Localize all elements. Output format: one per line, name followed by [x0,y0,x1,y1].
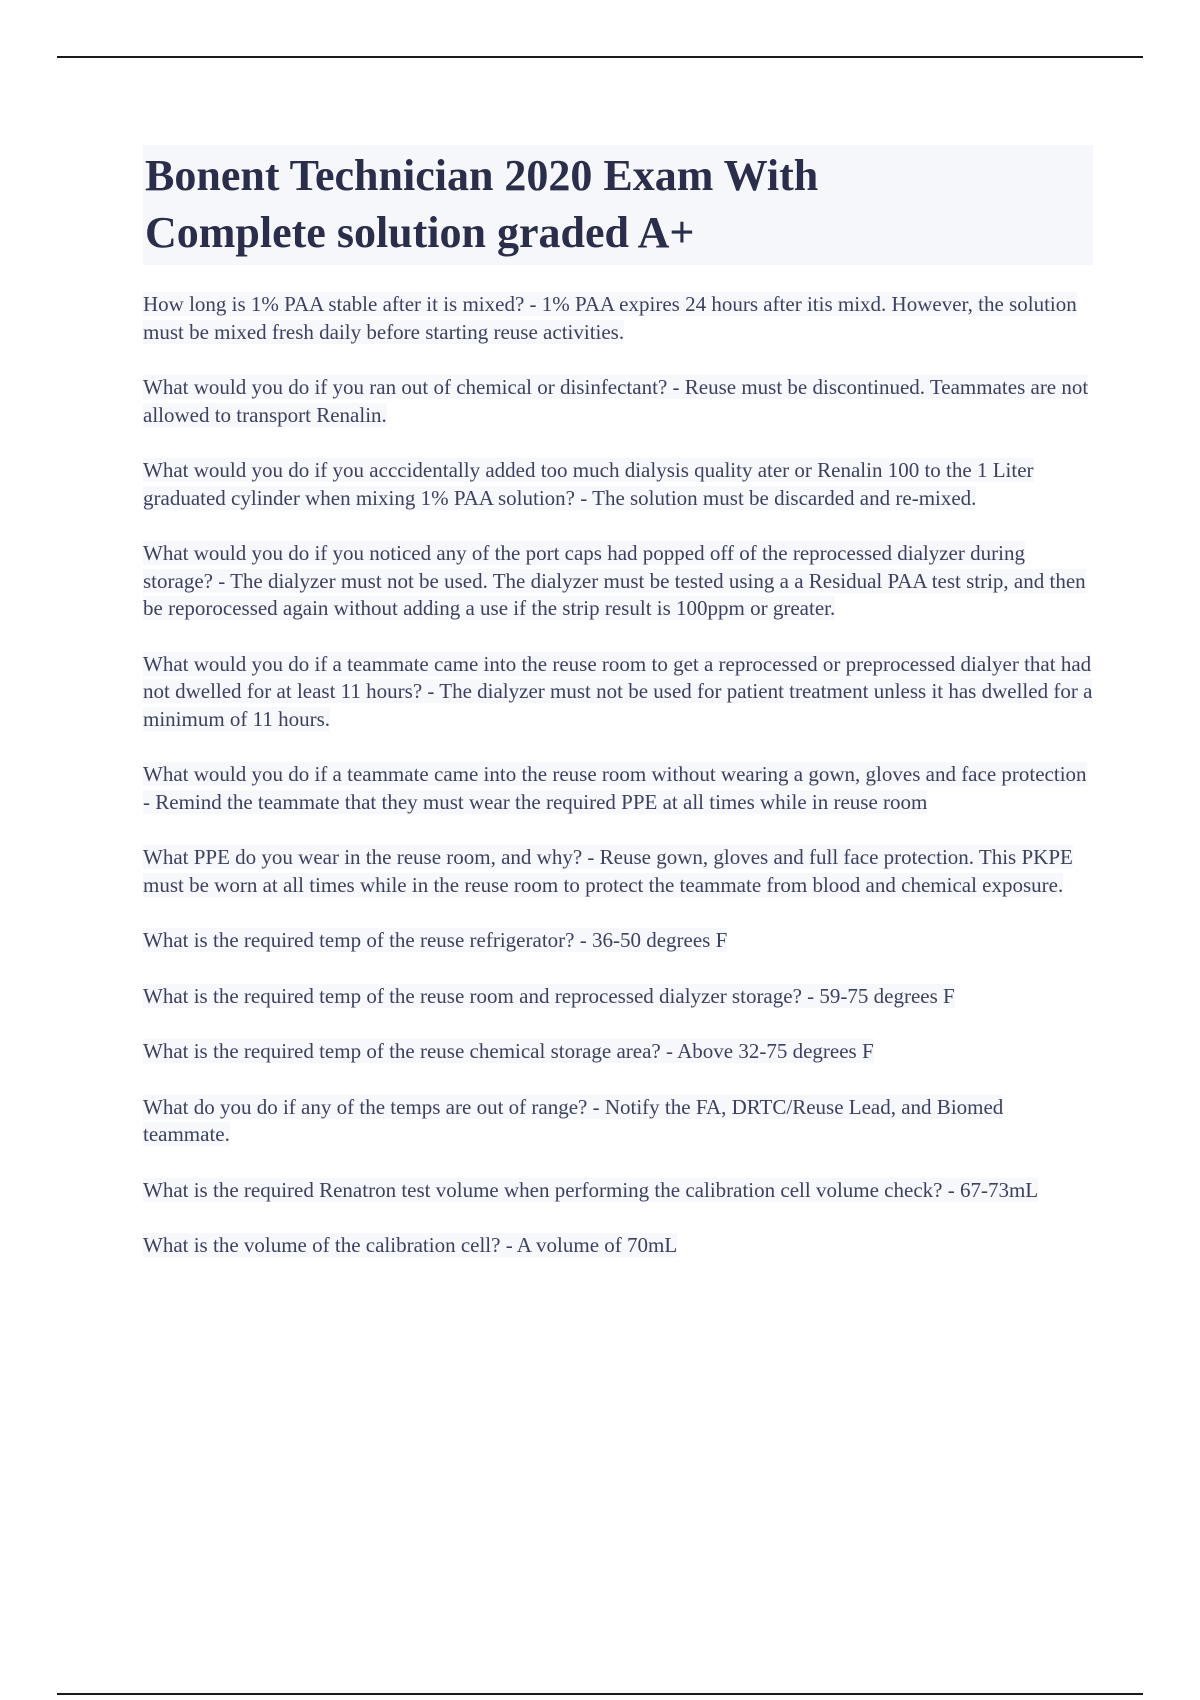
qa-text: What is the required temp of the reuse room and reprocessed dialyzer storage? - 59-75 degrees F [143,983,955,1008]
qa-text: What is the required temp of the reuse refrigerator? - 36-50 degrees F [143,928,728,952]
qa-item [143,844,1093,899]
qa-item [143,291,1093,346]
qa-item [143,1177,1093,1205]
qa-text: What PPE do you wear in the reuse room, and why? - Reuse gown, gloves and full face protection. This PKPE must be worn at all times while in the reuse room to protect the teammate from blood and chemical exposure. [143,845,1073,897]
qa-text: What do you do if any of the temps are out of range? - Notify the FA, DRTC/Reuse Lead, and Biomed teammate. [143,1094,1004,1146]
qa-text: What would you do if a teammate came into the reuse room to get a reprocessed or preprocessed dialyer that had not dwelled for at least 11 hours? - The dialyzer must not be used for patient treatment unless it has dwelled for a minimum of 11 hours. [143,651,1093,731]
qa-item [143,457,1093,512]
qa-item [143,1094,1093,1149]
qa-text: What would you do if you noticed any of the port caps had popped off of the reprocessed dialyzer during storage? - The dialyzer must not be used. The dialyzer must be tested using a a Residual PAA test strip, and then be reporocessed again without adding a use if the strip result is 100ppm or greater. [143,541,1086,620]
qa-item [143,1038,1093,1066]
qa-item [143,540,1093,623]
bottom-rule [57,1693,1143,1695]
qa-item [143,374,1093,429]
qa-text: What is the required temp of the reuse chemical storage area? - Above 32-75 degrees F [143,1039,874,1063]
title-line-2: Complete solution graded A+ [145,208,695,257]
qa-list [143,291,1093,1260]
qa-text: What would you do if you acccidentally added too much dialysis quality ater or Renalin 100 to the 1 Liter graduated cylinder when mixing 1% PAA solution? - The solution must be discarded and re-mixed. [143,458,1034,510]
qa-item [143,927,1093,955]
qa-text: What would you do if a teammate came into the reuse room without wearing a gown, gloves and face protection - Remind the teammate that they must wear the required PPE at all times while in reuse room [143,762,1087,814]
top-rule [57,56,1143,58]
document-body [143,145,1093,1288]
qa-item [143,651,1093,734]
qa-text: What is the volume of the calibration cell? - A volume of 70mL [143,1233,678,1257]
qa-item [143,1232,1093,1260]
qa-item [143,761,1093,816]
document-title [143,145,1093,265]
qa-text: How long is 1% PAA stable after it is mixed? - 1% PAA expires 24 hours after itis mixd. However, the solution must be mixed fresh daily before starting reuse activities. [143,292,1077,344]
qa-text: What is the required Renatron test volume when performing the calibration cell volume check? - 67-73mL [143,1177,1039,1202]
qa-item [143,983,1093,1011]
title-line-1: Bonent Technician 2020 Exam With [145,151,819,200]
qa-text: What would you do if you ran out of chemical or disinfectant? - Reuse must be discontinued. Teammates are not allowed to transport Renalin. [143,375,1089,427]
